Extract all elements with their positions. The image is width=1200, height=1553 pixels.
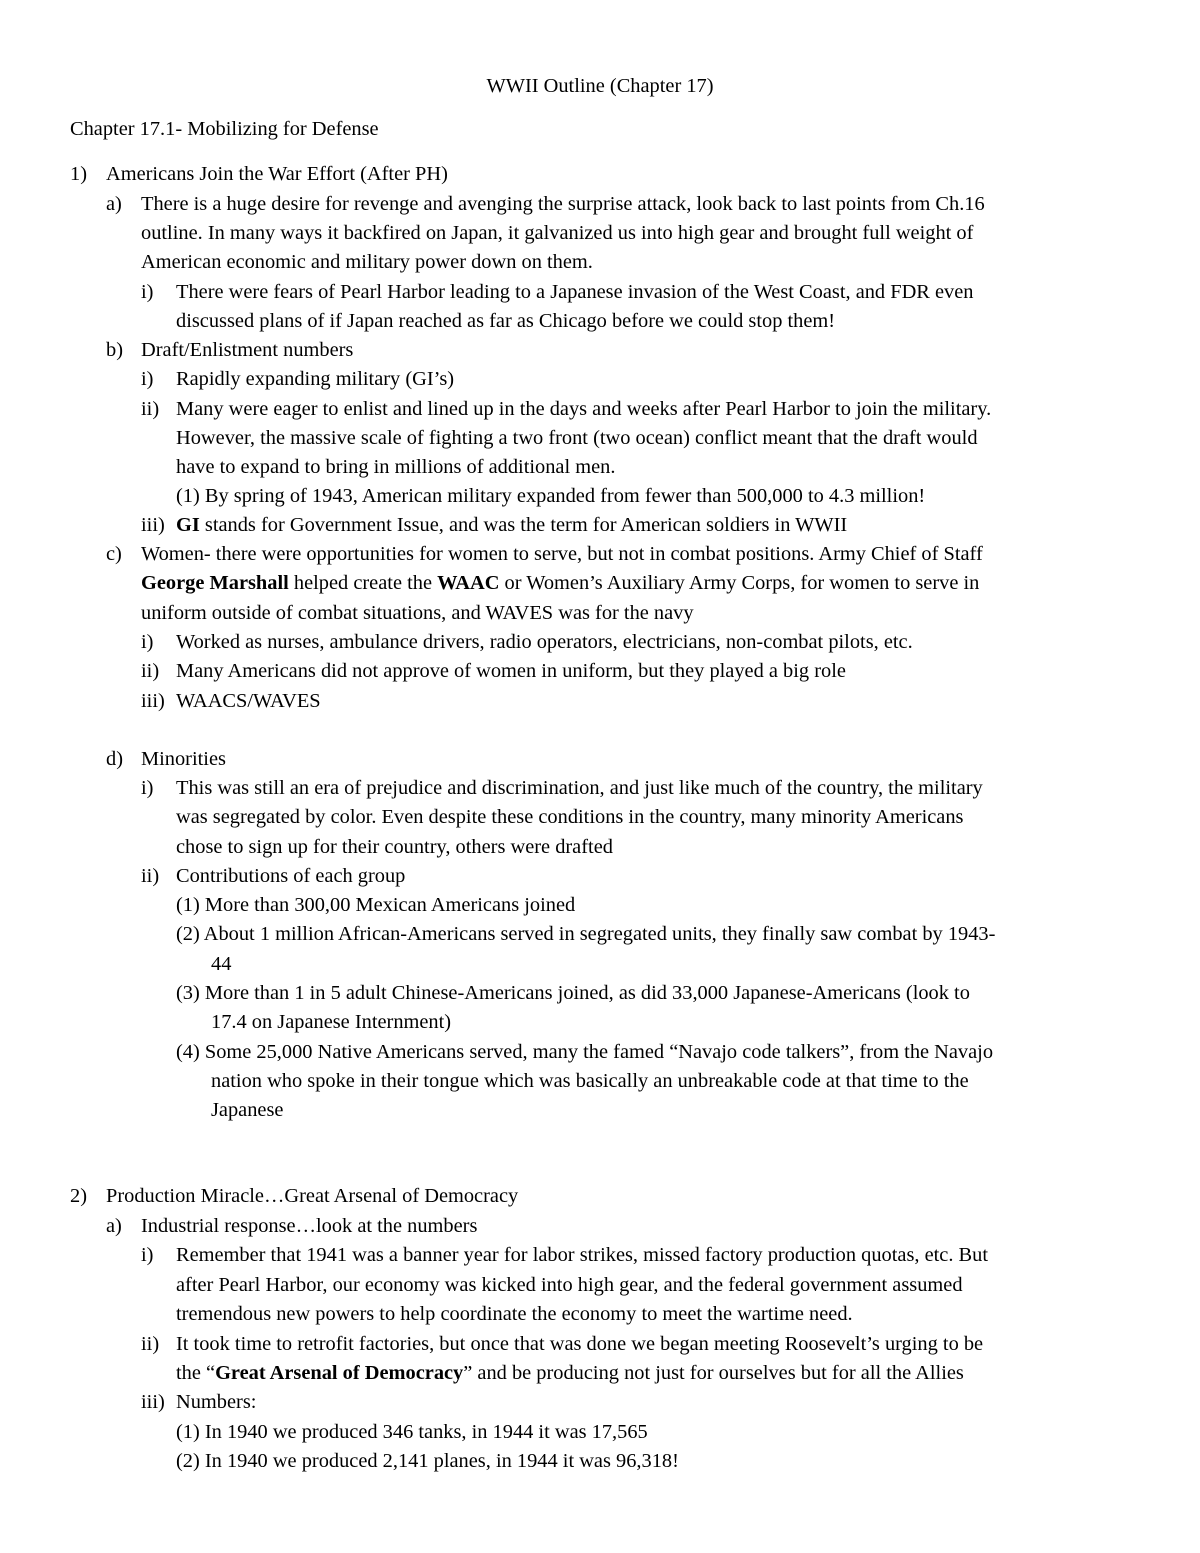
outline-text: uniform outside of combat situations, and WAVES was for the navy: [141, 602, 694, 624]
outline-text: (4) Some 25,000 Native Americans served, many the famed “Navajo code talkers”, from the Navajo: [176, 1041, 994, 1063]
bold-term: GI: [176, 514, 200, 536]
outline-text: Women- there were opportunities for women to serve, but not in combat positions. Army Chief of Staff: [141, 543, 983, 565]
outline-text: Rapidly expanding military (GI’s): [176, 368, 455, 390]
outline-text: outline. In many ways it backfired on Japan, it galvanized us into high gear and brought full weight of: [141, 222, 974, 244]
outline-text: 17.4 on Japanese Internment): [211, 1011, 452, 1033]
item-label: a): [106, 193, 122, 215]
item-label: i): [141, 281, 154, 303]
outline-text: Industrial response…look at the numbers: [141, 1215, 478, 1237]
outline-text: (1) More than 300,00 Mexican Americans joined: [176, 894, 576, 916]
outline-text: Numbers:: [176, 1391, 257, 1413]
item-label: c): [106, 543, 122, 565]
outline-text: (1) In 1940 we produced 346 tanks, in 1944 it was 17,565: [176, 1421, 648, 1443]
outline-text: nation who spoke in their tongue which was basically an unbreakable code at that time to the: [211, 1070, 969, 1092]
outline-text: There were fears of Pearl Harbor leading to a Japanese invasion of the West Coast, and FDR even: [176, 281, 974, 303]
item-label: a): [106, 1215, 122, 1237]
item-label: ii): [141, 865, 160, 887]
item-label: i): [141, 631, 154, 653]
outline-text: Contributions of each group: [176, 865, 406, 887]
outline-text: 44: [211, 953, 232, 975]
outline-item: Production Miracle…Great Arsenal of Democracy: [106, 1185, 519, 1207]
outline-text: after Pearl Harbor, our economy was kicked into high gear, and the federal government assumed: [176, 1274, 963, 1296]
item-label: 1): [70, 163, 87, 185]
item-label: b): [106, 339, 123, 361]
outline-text: Worked as nurses, ambulance drivers, radio operators, electricians, non-combat pilots, etc.: [176, 631, 913, 653]
outline-text: was segregated by color. Even despite these conditions in the country, many minority Americans: [176, 806, 964, 828]
outline-text: However, the massive scale of fighting a two front (two ocean) conflict meant that the draft would: [176, 427, 978, 449]
bold-term: George Marshall: [141, 572, 289, 594]
outline-text: Draft/Enlistment numbers: [141, 339, 354, 361]
outline-text: American economic and military power down on them.: [141, 251, 593, 273]
item-label: i): [141, 368, 154, 390]
item-label: d): [106, 748, 123, 770]
outline-text: Remember that 1941 was a banner year for labor strikes, missed factory production quotas, etc. But: [176, 1244, 988, 1266]
item-label: ii): [141, 1333, 160, 1355]
outline-text: (3) More than 1 in 5 adult Chinese-Americans joined, as did 33,000 Japanese-Americans (look to: [176, 982, 970, 1004]
bold-term: Great Arsenal of Democracy: [215, 1362, 464, 1384]
outline-text: (2) About 1 million African-Americans served in segregated units, they finally saw combat by 1943-: [176, 923, 996, 945]
outline-text: There is a huge desire for revenge and avenging the surprise attack, look back to last points from Ch.16: [141, 193, 985, 215]
outline-text: (1) By spring of 1943, American military expanded from fewer than 500,000 to 4.3 million!: [176, 485, 926, 507]
section-heading: Chapter 17.1- Mobilizing for Defense: [70, 118, 379, 140]
outline-text: the “Great Arsenal of Democracy” and be producing not just for ourselves but for all the Allies: [176, 1362, 964, 1384]
item-label: iii): [141, 1391, 165, 1413]
outline-text: Many Americans did not approve of women in uniform, but they played a big role: [176, 660, 846, 682]
outline-text: Minorities: [141, 748, 226, 770]
outline-text: George Marshall helped create the WAAC or Women’s Auxiliary Army Corps, for women to serve in: [141, 572, 980, 594]
item-label: ii): [141, 660, 160, 682]
outline-text: tremendous new powers to help coordinate the economy to meet the wartime need.: [176, 1303, 853, 1325]
item-label: i): [141, 777, 154, 799]
outline-text: This was still an era of prejudice and discrimination, and just like much of the country, the military: [176, 777, 983, 799]
outline-text: have to expand to bring in millions of additional men.: [176, 456, 616, 478]
item-label: 2): [70, 1185, 87, 1207]
outline-text: discussed plans of if Japan reached as far as Chicago before we could stop them!: [176, 310, 836, 332]
outline-text: It took time to retrofit factories, but once that was done we began meeting Roosevelt’s urging to be: [176, 1333, 984, 1355]
item-label: iii): [141, 690, 165, 712]
outline-text: WAACS/WAVES: [176, 690, 321, 712]
outline-text: chose to sign up for their country, others were drafted: [176, 836, 613, 858]
outline-text: Japanese: [211, 1099, 284, 1121]
outline-text: (2) In 1940 we produced 2,141 planes, in 1944 it was 96,318!: [176, 1450, 679, 1472]
item-label: ii): [141, 398, 160, 420]
page-title: WWII Outline (Chapter 17): [486, 75, 714, 97]
item-label: i): [141, 1244, 154, 1266]
outline-text: GI stands for Government Issue, and was the term for American soldiers in WWII: [176, 514, 848, 536]
outline-item: Americans Join the War Effort (After PH): [106, 163, 448, 185]
outline-text: Many were eager to enlist and lined up in the days and weeks after Pearl Harbor to join the military.: [176, 398, 992, 420]
item-label: iii): [141, 514, 165, 536]
bold-term: WAAC: [437, 572, 500, 594]
